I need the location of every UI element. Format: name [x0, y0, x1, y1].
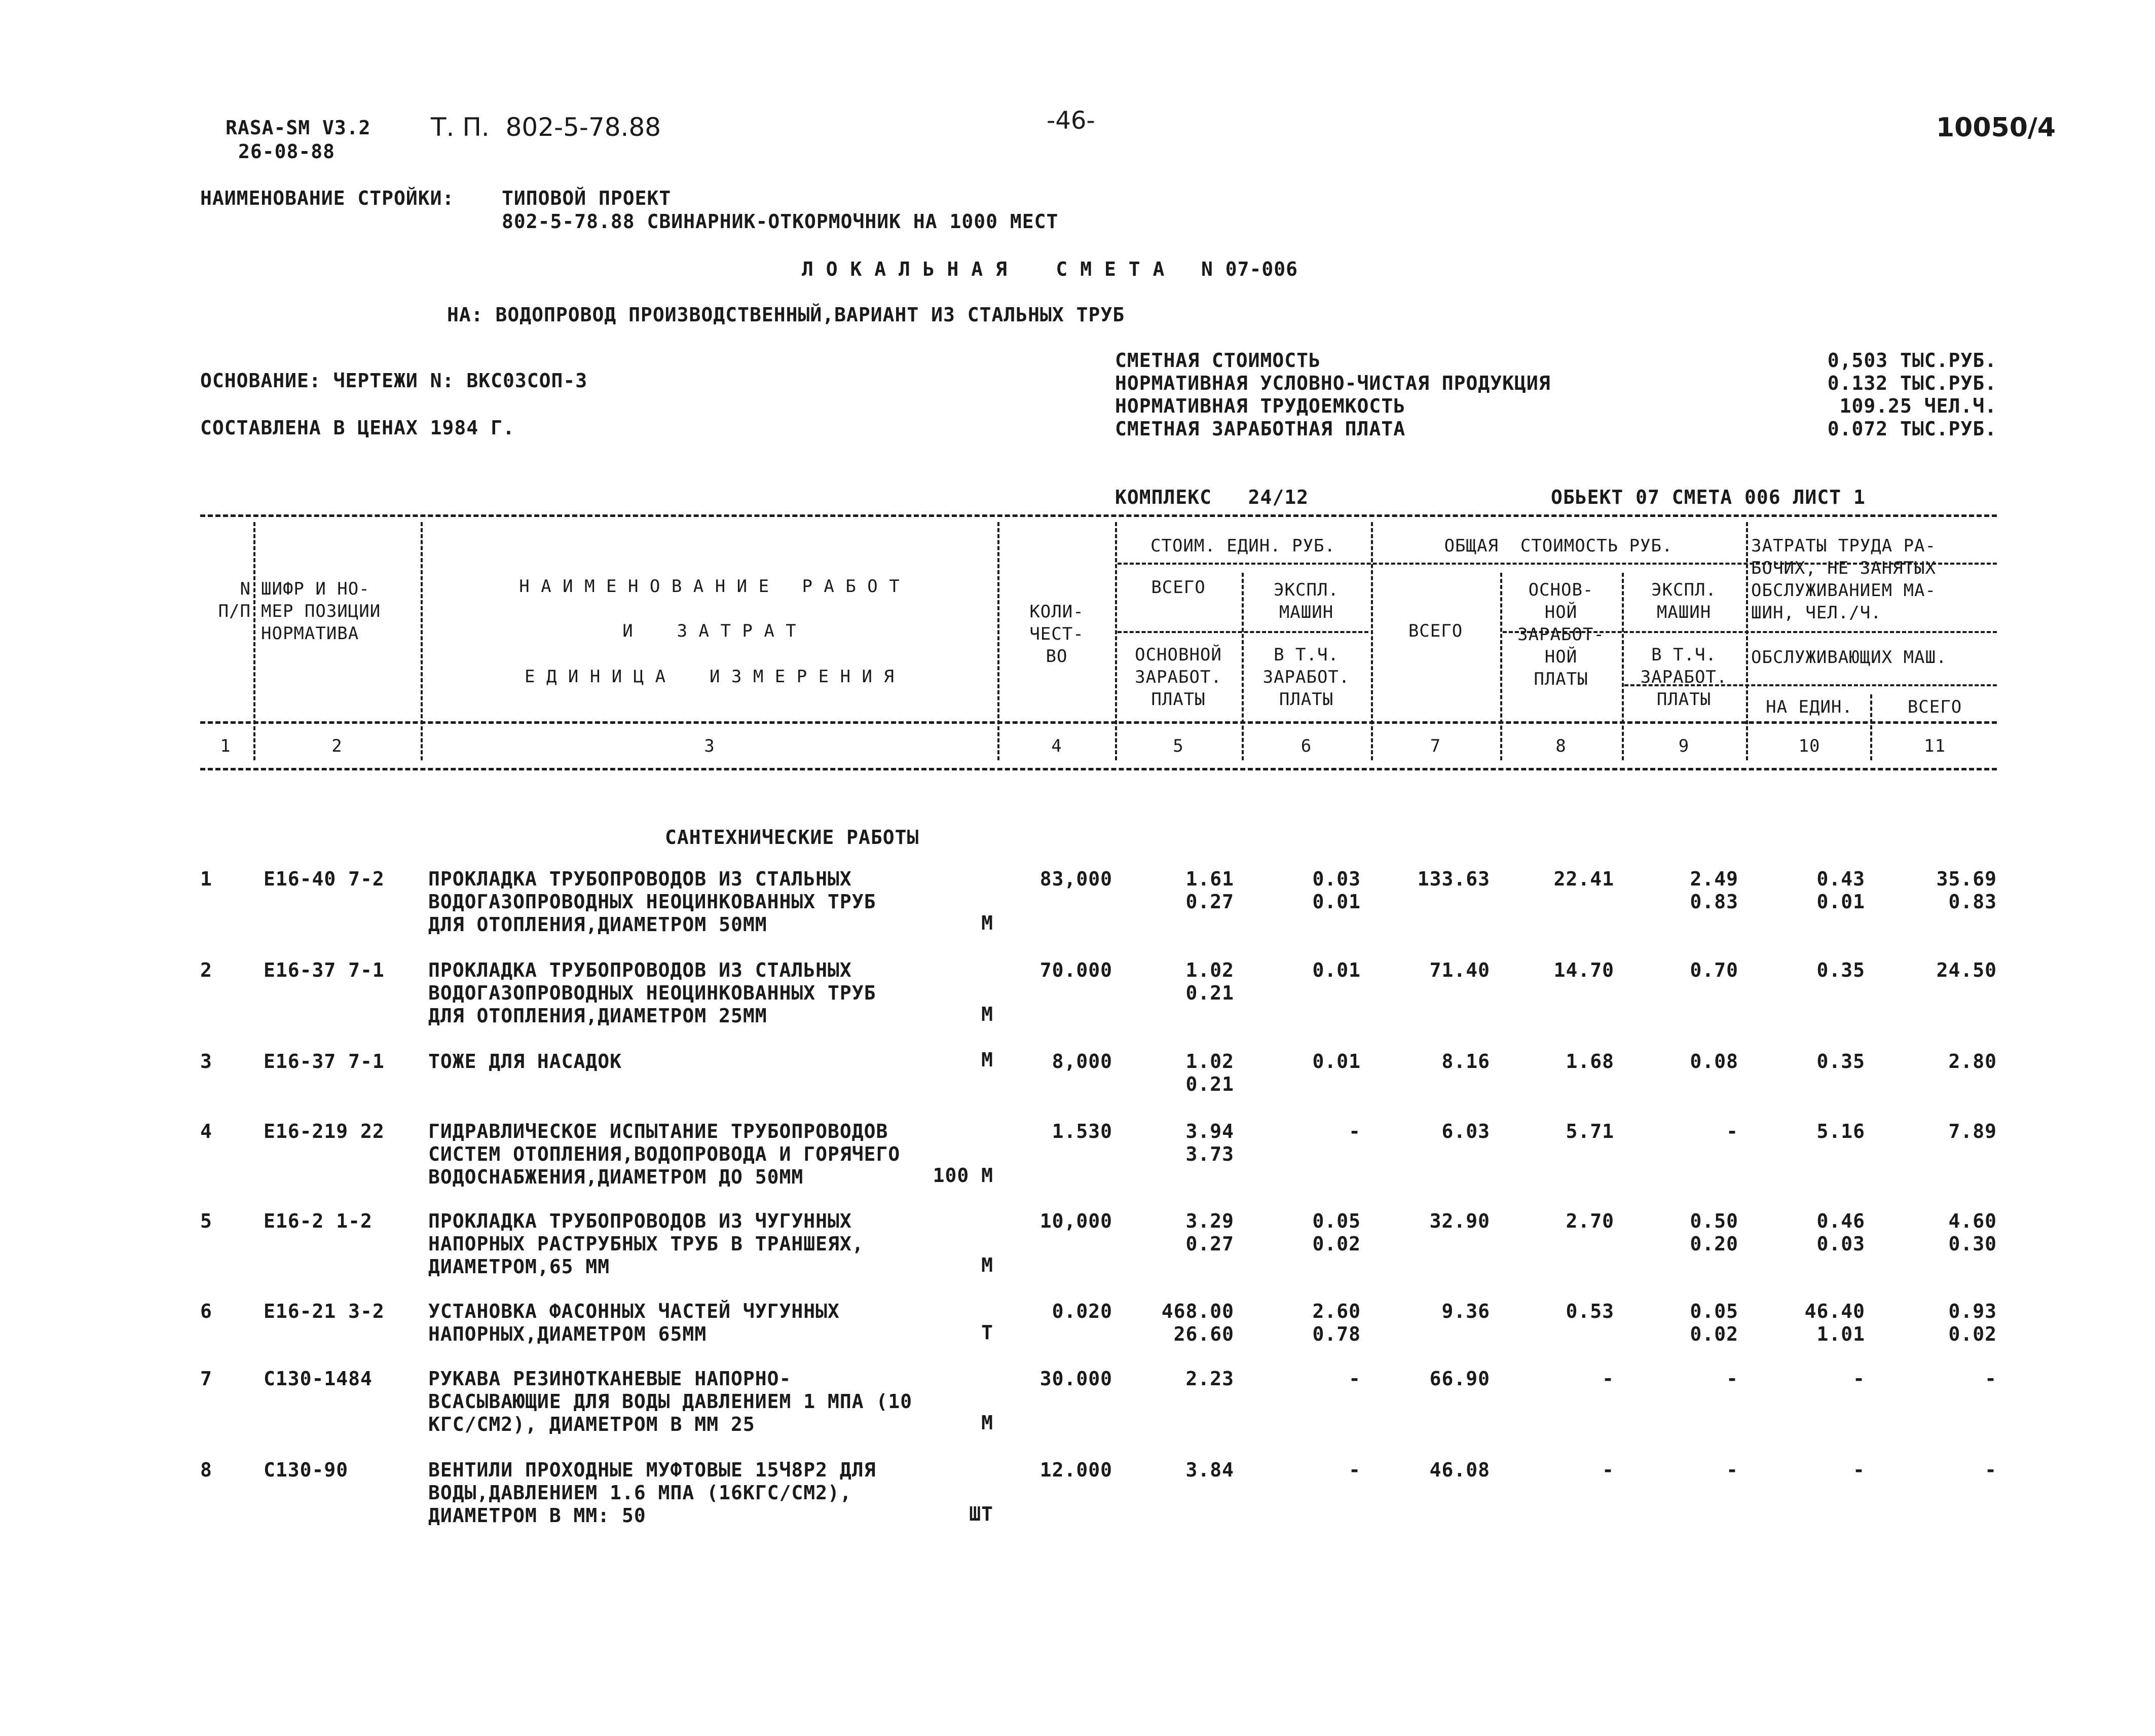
column-number: 8	[1555, 736, 1567, 756]
column-separator	[1622, 573, 1624, 760]
column-separator	[1115, 522, 1117, 760]
column-separator	[421, 522, 423, 760]
row-total: 66.90	[1429, 1368, 1490, 1390]
header-col-3-line1: Н А И М Е Н О В А Н И Е Р А Б О Т	[519, 576, 900, 597]
header-top-rule	[200, 514, 1997, 517]
row-total-machines: 2.49 0.83	[1690, 868, 1738, 913]
row-total: 133.63	[1417, 868, 1490, 890]
row-unit: ШТ	[969, 1503, 993, 1525]
row-unit-machines: -	[1349, 1459, 1361, 1481]
row-total-machines: -	[1726, 1120, 1738, 1142]
row-code: Е16-37 7-1	[264, 1050, 385, 1073]
row-unit-total: 3.84	[1185, 1459, 1234, 1481]
summary-label: НОРМАТИВНАЯ ТРУДОЕМКОСТЬ	[1115, 395, 1406, 417]
row-total-machines: 0.05 0.02	[1690, 1300, 1738, 1345]
page-number: -46-	[1047, 106, 1095, 135]
row-description: ГИДРАВЛИЧЕСКОЕ ИСПЫТАНИЕ ТРУБОПРОВОДОВ СИСТЕМ ОТОПЛЕНИЯ,ВОДОПРОВОДА И ГОРЯЧЕГО ВОДОСНАБЖЕНИЯ,ДИАМЕТРОМ ДО 50ММ	[428, 1120, 901, 1188]
row-quantity: 83,000	[1039, 868, 1112, 890]
row-labor-total: 24.50	[1936, 959, 1997, 981]
row-unit-total: 1.02 0.21	[1185, 1050, 1234, 1095]
row-total: 46.08	[1429, 1459, 1490, 1481]
row-quantity: 1.530	[1052, 1120, 1112, 1142]
summary-label: СМЕТНАЯ ЗАРАБОТНАЯ ПЛАТА	[1115, 418, 1406, 440]
row-description: УСТАНОВКА ФАСОННЫХ ЧАСТЕЙ ЧУГУННЫХ НАПОРНЫХ,ДИАМЕТРОМ 65ММ	[428, 1300, 840, 1345]
column-separator	[997, 522, 999, 760]
column-number: 7	[1430, 736, 1441, 756]
row-labor-total: 2.80	[1948, 1050, 1997, 1073]
row-description: ПРОКЛАДКА ТРУБОПРОВОДОВ ИЗ СТАЛЬНЫХ ВОДОГАЗОПРОВОДНЫХ НЕОЦИНКОВАННЫХ ТРУБ ДЛЯ ОТОПЛЕНИЯ,ДИАМЕТРОМ 25ММ	[428, 959, 876, 1027]
object-sheet: ОБЬЕКТ 07 СМЕТА 006 ЛИСТ 1	[1551, 486, 1866, 508]
row-number: 6	[200, 1300, 212, 1322]
row-total-machines: 0.50 0.20	[1690, 1210, 1738, 1255]
row-total-wages: -	[1602, 1459, 1614, 1481]
row-unit-machines: 0.01	[1312, 959, 1361, 981]
row-total-machines: -	[1726, 1459, 1738, 1481]
row-unit: Т	[981, 1321, 993, 1344]
row-quantity: 0.020	[1052, 1300, 1112, 1322]
header-col-6-bottom: В Т.Ч. ЗАРАБОТ. ПЛАТЫ	[1262, 645, 1350, 710]
column-separator	[1746, 522, 1748, 760]
row-unit-machines: 0.03 0.01	[1312, 868, 1361, 913]
row-code: Е16-37 7-1	[264, 959, 385, 981]
row-labor-unit: 0.43 0.01	[1816, 868, 1865, 913]
row-total-wages: 14.70	[1553, 959, 1614, 981]
row-total-wages: 22.41	[1553, 868, 1614, 890]
row-unit-total: 3.29 0.27	[1185, 1210, 1234, 1255]
header-col-7: ВСЕГО	[1408, 621, 1463, 641]
row-number: 5	[200, 1210, 212, 1232]
header-col-10: НА ЕДИН.	[1766, 697, 1853, 717]
row-labor-total: -	[1985, 1368, 1997, 1390]
row-labor-total: 4.60 0.30	[1948, 1210, 1997, 1255]
row-unit: М	[981, 1412, 993, 1434]
summary-label: НОРМАТИВНАЯ УСЛОВНО-ЧИСТАЯ ПРОДУКЦИЯ	[1115, 372, 1551, 394]
row-unit: М	[981, 912, 993, 934]
row-unit-machines: -	[1349, 1120, 1361, 1142]
header-labor-machines: ОБСЛУЖИВАЮЩИХ МАШ.	[1751, 647, 1947, 668]
row-number: 2	[200, 959, 212, 981]
header-bottom-rule	[200, 721, 1997, 724]
row-quantity: 30.000	[1039, 1368, 1112, 1390]
header-col-11: ВСЕГО	[1907, 697, 1962, 717]
summary-value: 0.132 ТЫС.РУБ.	[1827, 372, 1997, 394]
row-total: 32.90	[1429, 1210, 1490, 1232]
header-labor-costs: ЗАТРАТЫ ТРУДА РА- БОЧИХ, НЕ ЗАНЯТЫХ ОБСЛУЖИВАНИЕМ МА- ШИН, ЧЕЛ./Ч.	[1751, 536, 1936, 623]
row-total: 6.03	[1441, 1120, 1490, 1142]
header-col-6-top: ЭКСПЛ. МАШИН	[1274, 580, 1339, 622]
row-unit: М	[981, 1003, 993, 1025]
row-labor-unit: -	[1853, 1459, 1865, 1481]
column-number: 10	[1798, 736, 1820, 756]
column-number: 5	[1173, 736, 1184, 756]
column-separator	[1371, 522, 1373, 760]
row-total-machines: 0.08	[1690, 1050, 1738, 1073]
estimate-basis: ОСНОВАНИЕ: ЧЕРТЕЖИ N: ВКС03СОП-3	[200, 370, 588, 392]
header-col-2: ШИФР И НО- МЕР ПОЗИЦИИ НОРМАТИВА	[261, 579, 381, 644]
row-total: 9.36	[1441, 1300, 1490, 1322]
project-code: Т. П. 802-5-78.88	[431, 113, 661, 142]
row-unit-machines: -	[1349, 1368, 1361, 1390]
row-description: ПРОКЛАДКА ТРУБОПРОВОДОВ ИЗ ЧУГУННЫХ НАПОРНЫХ РАСТРУБНЫХ ТРУБ В ТРАНШЕЯХ, ДИАМЕТРОМ,65 ММ	[428, 1210, 864, 1278]
row-quantity: 10,000	[1039, 1210, 1112, 1232]
column-separator	[1500, 573, 1502, 760]
row-unit-machines: 0.01	[1312, 1050, 1361, 1073]
header-total-cost: ОБЩАЯ СТОИМОСТЬ РУБ.	[1444, 536, 1673, 556]
column-number: 6	[1301, 736, 1312, 756]
row-labor-total: 0.93 0.02	[1948, 1300, 1997, 1345]
print-date: 26-08-88	[238, 140, 336, 163]
construction-label: НАИМЕНОВАНИЕ СТРОЙКИ:	[200, 187, 455, 209]
row-labor-unit: -	[1853, 1368, 1865, 1390]
summary-value: 109.25 ЧЕЛ.Ч.	[1839, 395, 1997, 417]
row-description: РУКАВА РЕЗИНОТКАНЕВЫЕ НАПОРНО- ВСАСЫВАЮЩИЕ ДЛЯ ВОДЫ ДАВЛЕНИЕМ 1 МПА (10 КГС/СМ2), ДИАМЕТРОМ В ММ 25	[428, 1368, 913, 1435]
row-number: 1	[200, 868, 212, 890]
header-col-4: КОЛИ- ЧЕСТ- ВО	[1029, 602, 1084, 667]
row-unit-total: 3.94 3.73	[1185, 1120, 1234, 1165]
row-code: Е16-40 7-2	[264, 868, 385, 890]
row-description: ВЕНТИЛИ ПРОХОДНЫЕ МУФТОВЫЕ 15Ч8Р2 ДЛЯ ВОДЫ,ДАВЛЕНИЕМ 1.6 МПА (16КГС/СМ2), ДИАМЕТРОМ В ММ: 50	[428, 1459, 876, 1527]
row-unit-machines: 2.60 0.78	[1312, 1300, 1361, 1345]
row-code: Е16-2 1-2	[264, 1210, 373, 1232]
row-unit-total: 1.61 0.27	[1185, 868, 1234, 913]
complex-number: КОМПЛЕКС 24/12	[1115, 486, 1309, 508]
row-code: Е16-219 22	[264, 1120, 385, 1142]
row-unit: М	[981, 1049, 993, 1071]
row-description: ПРОКЛАДКА ТРУБОПРОВОДОВ ИЗ СТАЛЬНЫХ ВОДОГАЗОПРОВОДНЫХ НЕОЦИНКОВАННЫХ ТРУБ ДЛЯ ОТОПЛЕНИЯ,ДИАМЕТРОМ 50ММ	[428, 868, 876, 936]
row-unit: 100 М	[933, 1164, 993, 1187]
row-number: 8	[200, 1459, 212, 1481]
row-labor-unit: 46.40 1.01	[1804, 1300, 1865, 1345]
construction-line2: 802-5-78.88 СВИНАРНИК-ОТКОРМОЧНИК НА 1000 МЕСТ	[502, 210, 1059, 233]
header-col-3-line3: Е Д И Н И Ц А И З М Е Р Е Н И Я	[525, 667, 895, 687]
row-labor-total: 35.69 0.83	[1936, 868, 1997, 913]
row-quantity: 70.000	[1039, 959, 1112, 981]
sheet-code: 10050/4	[1936, 113, 2056, 143]
estimate-prices: СОСТАВЛЕНА В ЦЕНАХ 1984 Г.	[200, 417, 515, 439]
row-labor-unit: 0.35	[1816, 959, 1865, 981]
header-col-5-bottom: ОСНОВНОЙ ЗАРАБОТ. ПЛАТЫ	[1135, 645, 1222, 710]
program-version: RASA-SM V3.2	[226, 117, 371, 139]
header-col-1: N П/П	[218, 579, 251, 621]
row-total-wages: -	[1602, 1368, 1614, 1390]
column-number: 1	[220, 736, 231, 756]
row-total-machines: -	[1726, 1368, 1738, 1390]
row-unit-total: 2.23	[1185, 1368, 1234, 1390]
row-quantity: 12.000	[1039, 1459, 1112, 1481]
row-quantity: 8,000	[1052, 1050, 1112, 1073]
summary-value: 0.072 ТЫС.РУБ.	[1827, 418, 1997, 440]
column-number: 3	[704, 736, 715, 756]
row-total-wages: 0.53	[1566, 1300, 1614, 1322]
header-col-9-bottom: В Т.Ч. ЗАРАБОТ. ПЛАТЫ	[1640, 645, 1728, 710]
estimate-title: Л О К А Л Ь Н А Я С М Е Т А N 07-006	[802, 258, 1298, 280]
row-total-wages: 2.70	[1566, 1210, 1614, 1232]
row-number: 3	[200, 1050, 212, 1073]
row-labor-total: -	[1985, 1459, 1997, 1481]
section-title: САНТЕХНИЧЕСКИЕ РАБОТЫ	[665, 826, 919, 848]
row-labor-total: 7.89	[1948, 1120, 1997, 1142]
row-code: С130-1484	[264, 1368, 373, 1390]
row-code: Е16-21 3-2	[264, 1300, 385, 1322]
header-col-5-top: ВСЕГО	[1151, 577, 1206, 598]
row-total-wages: 1.68	[1566, 1050, 1614, 1073]
column-separator	[1870, 694, 1872, 760]
row-labor-unit: 0.35	[1816, 1050, 1865, 1073]
row-unit-total: 1.02 0.21	[1185, 959, 1234, 1004]
column-separator	[253, 522, 255, 760]
header-col-3-line2: И З А Т Р А Т	[622, 621, 797, 641]
row-unit: М	[981, 1254, 993, 1276]
row-total-wages: 5.71	[1566, 1120, 1614, 1142]
row-labor-unit: 5.16	[1816, 1120, 1865, 1142]
row-total: 8.16	[1441, 1050, 1490, 1073]
column-number: 11	[1924, 736, 1946, 756]
column-separator	[1242, 573, 1244, 760]
row-number: 4	[200, 1120, 212, 1142]
numbers-bottom-rule	[200, 768, 1997, 770]
construction-line1: ТИПОВОЙ ПРОЕКТ	[502, 187, 672, 209]
row-code: С130-90	[264, 1459, 349, 1481]
header-inner-rule	[1118, 631, 1368, 633]
header-col-9-top: ЭКСПЛ. МАШИН	[1651, 580, 1717, 622]
row-number: 7	[200, 1368, 212, 1390]
estimate-subject: НА: ВОДОПРОВОД ПРОИЗВОДСТВЕННЫЙ,ВАРИАНТ ИЗ СТАЛЬНЫХ ТРУБ	[447, 304, 1125, 326]
column-number: 2	[331, 736, 343, 756]
row-total-machines: 0.70	[1690, 959, 1738, 981]
column-number: 9	[1678, 736, 1690, 756]
row-unit-total: 468.00 26.60	[1161, 1300, 1234, 1345]
summary-label: СМЕТНАЯ СТОИМОСТЬ	[1115, 349, 1321, 372]
row-description: ТОЖЕ ДЛЯ НАСАДОК	[428, 1050, 622, 1073]
row-total: 71.40	[1429, 959, 1490, 981]
row-labor-unit: 0.46 0.03	[1816, 1210, 1865, 1255]
column-number: 4	[1051, 736, 1062, 756]
summary-value: 0,503 ТЫС.РУБ.	[1827, 349, 1997, 372]
row-unit-machines: 0.05 0.02	[1312, 1210, 1361, 1255]
header-unit-cost: СТОИМ. ЕДИН. РУБ.	[1150, 536, 1335, 556]
header-col-8: ОСНОВ- НОЙ ЗАРАБОТ- НОЙ ПЛАТЫ	[1517, 580, 1605, 689]
